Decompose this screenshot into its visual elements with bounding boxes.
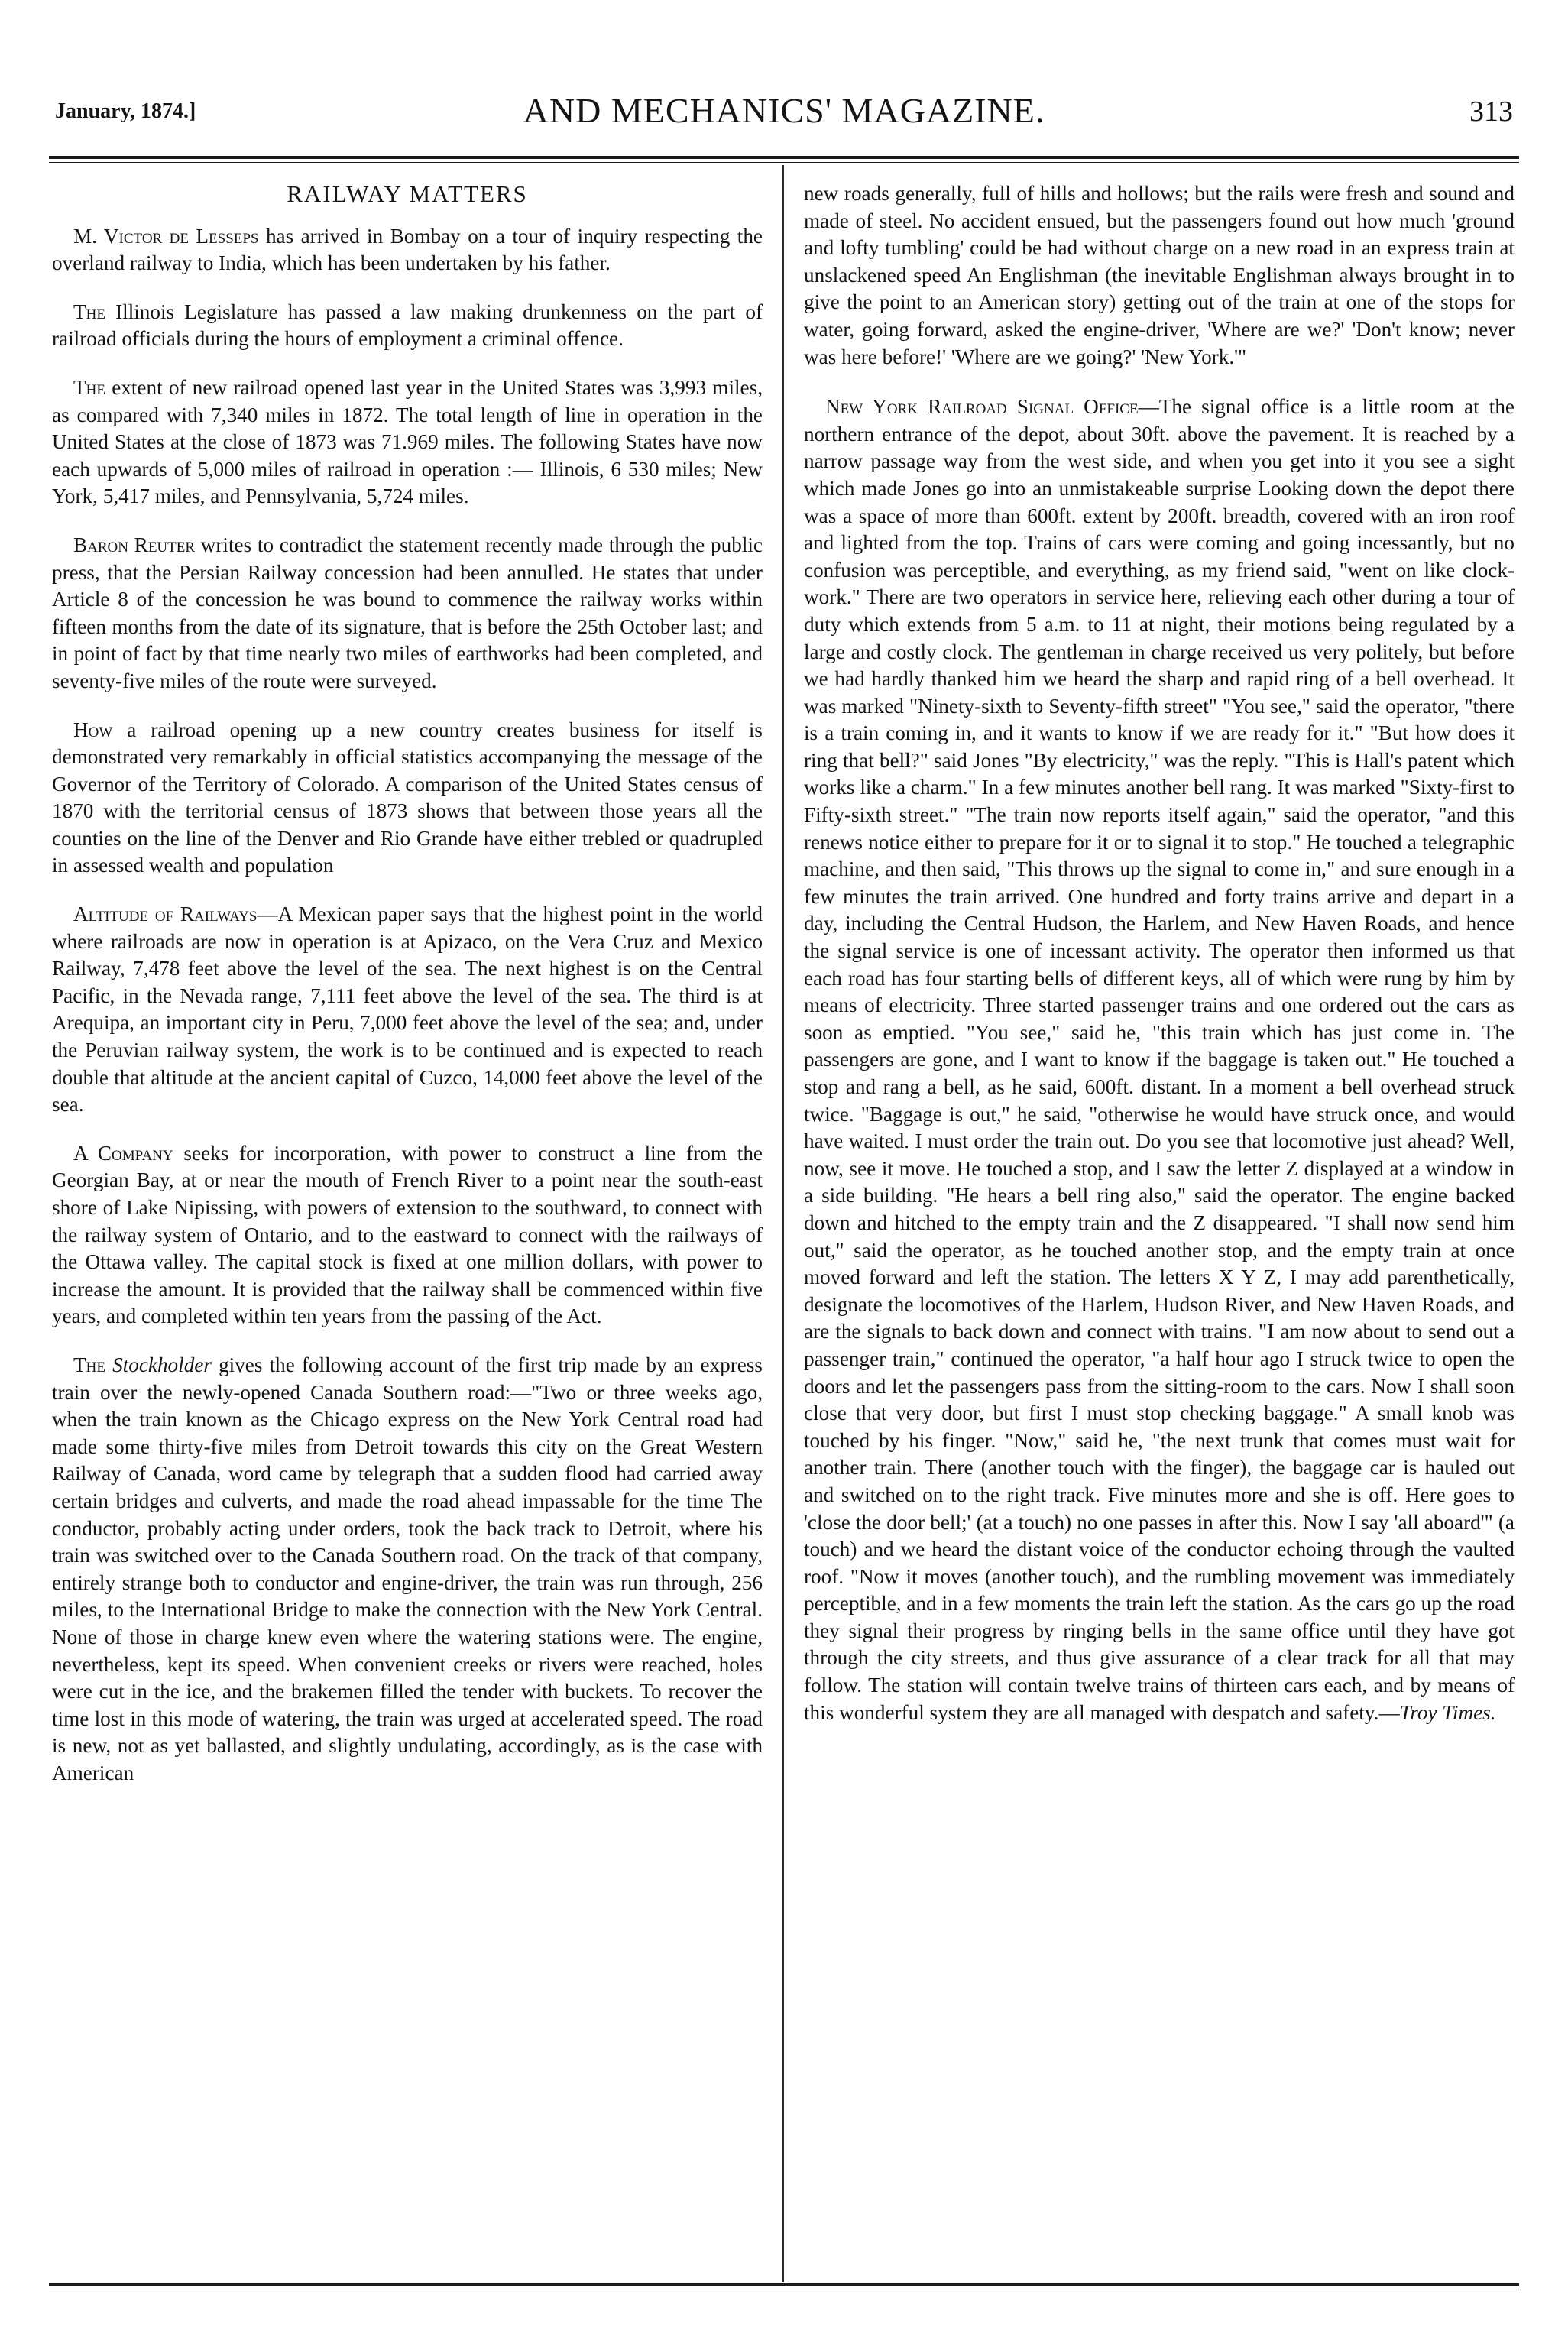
paragraph-lead: The (73, 300, 105, 323)
header-rule-thin (49, 162, 1519, 163)
paragraph-text: has arrived in Bombay on a tour of inquiry respecting the overland railway to India, which has been undertaken by his father. (52, 224, 763, 275)
paragraph-lead: New York Railroad Signal Office (825, 395, 1139, 419)
page-header (49, 90, 1519, 144)
left-column (52, 180, 763, 1808)
magazine-title: AND MECHANICS' MAGAZINE. (523, 91, 1045, 130)
paragraph-text: extent of new railroad opened last year in the United States was 3,993 miles, as compared with 7,340 miles in 1872. The total length of line in operation in the United States at the close of 1873 was 71.969 miles. The following States have now each upwards of 5,000 miles of railroad in operation :— Illinois, 6 530 miles; New York, 5,417 miles, and Pennsylvania, 5,724 miles. (52, 375, 763, 508)
article-paragraph (52, 223, 763, 277)
right-column (804, 180, 1515, 1748)
paragraph-lead: M. Victor de Lesseps (73, 224, 259, 248)
paragraph-text: gives the following account of the first trip made by an express train over the newly-opened Canada Southern road:—"Two or three weeks ago, when the train known as the Chicago express on the New York Central road had made some thirty-five miles from Detroit towards this city on the Great Western Railway of Canada, word came by telegraph that a sudden flood had carried away certain bridges and culverts, and made the road ahead impassable for the time The conductor, probably acting under orders, took the back track to Detroit, where his train was switched over to the Canada Southern road. On the track of that company, entirely strange both to conductor and engine-driver, the train was run through, 256 miles, to the International Bridge to make the connection with the New York Central. None of those in charge knew even where the watering stations were. The engine, nevertheless, kept its speed. When convenient creeks or rivers were reached, holes were cut in the ice, and the brakemen filled the tender with buckets. To recover the time lost in this mode of watering, the train was urged at accelerated speed. The road is new, not as yet ballasted, and slightly undulating, accordingly, as is the case with American (52, 1353, 763, 1784)
paragraph-lead: How (73, 718, 113, 741)
paragraph-lead: The (73, 1353, 105, 1376)
column-divider (782, 165, 784, 2282)
paragraph-lead: Baron Reuter (73, 533, 196, 556)
section-title: RAILWAY MATTERS (287, 180, 528, 207)
paragraph-text: writes to contradict the statement recently made through the public press, that the Persian Railway concession had been annulled. He states that under Article 8 of the concession he was bound to commence the railway works within fifteen months from the date of its signature, that is before the 25th October last; and in point of fact by that time nearly two miles of earthworks had been completed, and seventy-five miles of the route were surveyed. (52, 533, 763, 692)
paragraph-text: seeks for incorporation, with power to construct a line from the Georgian Bay, at or near the mouth of French River to a point near the south-east shore of Lake Nipissing, with powers of extension to the southward, to connect with the railway system of Ontario, and to the eastward to connect with the railways of the Ottawa valley. The capital stock is fixed at one million dollars, with power to increase the amount. It is provided that the railway shall be commenced within five years, and completed within ten years from the passing of the Act. (52, 1141, 763, 1328)
issue-date: January, 1874.] (55, 99, 196, 123)
publication-name: Stockholder (112, 1353, 212, 1376)
paragraph-text: —A Mexican paper says that the highest point in the world where railroads are now in operation is at Apizaco, on the Vera Cruz and Mexico Railway, 7,478 feet above the level of the sea. The next highest is on the Central Pacific, in the Nevada range, 7,111 feet above the level of the sea. The third is at Arequipa, an important city in Peru, 7,000 feet above the level of the sea; and, under the Peruvian railway system, the work is to be continued and is expected to reach double that altitude at the ancient capital of Cuzco, 14,000 feet above the level of the sea. (52, 903, 763, 1117)
article-paragraph-signal-office (804, 394, 1515, 1726)
footer-rule (49, 2283, 1519, 2286)
page-number: 313 (1469, 96, 1513, 128)
paragraph-lead: The (73, 375, 105, 399)
article-paragraph (52, 717, 763, 880)
paragraph-text: —The signal office is a little room at the northern entrance of the depot, about 30ft. above the pavement. It is reached by a narrow passage way from the west side, and when you get into it you see a sight which made Jones go into an unmistakeable surprise Looking down the depot there was a space of more than 600ft. extent by 200ft. breadth, covered with an iron roof and lighted from the top. Trains of cars were coming and going incessantly, but no confusion was perceptible, and everything, as my friend said, "went on like clock-work." There are two operators in service here, relieving each other during a tour of duty which extends from 5 a.m. to 11 at night, their motions being regulated by a large and costly clock. The gentleman in charge received us very politely, but before we had hardly thanked him we heard the sharp and rapid ring of a bell overhead. It was marked "Ninety-sixth to Seventy-fifth street" "You see," said the operator, "there is a train coming in, and it wants to know if we are ready for it." "But how does it ring that bell?" said Jones "By electricity," was the reply. "This is Hall's patent which works like a charm." In a few minutes another bell rang. It was marked "Sixty-first to Fifty-sixth street." "The train now reports itself again," said the operator, "and this renews notice either to prepare for it or to signal it to stop." He touched a telegraphic machine, and then said, "This throws up the signal to come in," and sure enough in a few minutes the train arrived. One hundred and forty trains arrive and depart in a day, including the Central Hudson, the Harlem, and New Haven Roads, and hence the signal service is one of incessant activity. The operator then informed us that each road has four starting bells of different keys, all of which were rung by him by means of electricity. Three started passenger trains and one ordered out the cars as soon as emptied. "You see," said he, "this train which has just come in. The passengers are gone, and I want to know if the baggage is taken out." He touched a stop and rang a bell, as he said, 600ft. distant. In a moment a bell overhead struck twice. "Baggage is out," he said, "otherwise he would have struck once, and would have waited. I must order the train out. Do you see that locomotive just ahead? Well, now, see it move. He touched a stop, and I saw the letter Z displayed at a window in a side building. "He hears a bell ring also," said the operator. The engine backed down and hitched to the empty train and the Z disappeared. "I shall now send him out," said the operator, as he touched another stop, and the empty train at once moved forward and left the station. The letters X Y Z, I may add parenthetically, designate the locomotives of the Harlem, Hudson River, and New Haven Roads, and are the signals to back down and connect with trains. "I am now about to send out a passenger train," continued the operator, "a half hour ago I struck twice to open the doors and let the passengers pass from the sitting-room to the cars. Now I shall soon close that very door, but first I must stop checking baggage." A small knob was touched by his finger. "Now," said he, "the next trunk that comes must wait for another train. There (another touch with the finger), the baggage car is hauled out and switched on to the right track. Five minutes more and she is off. Here goes to 'close the door bell;' (at a touch) no one passes in after this. Now I say 'all aboard'" (a touch) and we heard the distant voice of the conductor echoing through the vaulted roof. "Now it moves (another touch), and the rumbling movement was immediately perceptible, and in a few moments the train left the station. As the cars go up the road they signal their progress by ringing bells in the same office until they have got through the city streets, and thus give assurance of a clear track for all that may follow. The station will contain twelve trains of thirteen cars each, and by means of this wonderful system they are all managed with despatch and safety.— (804, 395, 1515, 1724)
paragraph-text: a railroad opening up a new country creates business for itself is demonstrated very remarkably in official statistics accompanying the message of the Governor of the Territory of Colorado. A comparison of the United States census of 1870 with the territorial census of 1873 shows that between those years all the counties on the line of the Denver and Rio Grande have either trebled or quadrupled in assessed wealth and population (52, 718, 763, 877)
article-paragraph-stockholder (52, 1352, 763, 1787)
article-paragraph (52, 901, 763, 1119)
article-paragraph (52, 1140, 763, 1330)
paragraph-lead: Altitude of Railways (73, 903, 258, 926)
source-credit: Troy Times. (1399, 1700, 1496, 1724)
article-paragraph (52, 532, 763, 695)
continued-paragraph: new roads generally, full of hills and hollows; but the rails were fresh and sound and made of steel. No accident ensued, but the passengers found out how much 'ground and lofty tumbling' could be had without charge on a new road in an express train at unslackened speed An Englishman (the inevitable Englishman always brought in to give the point to an American story) getting out of the train at one of the stops for water, going forward, asked the engine-driver, 'Where are we?' 'Don't know; never was here before!' 'Where are we going?' 'New York.'" (804, 182, 1515, 368)
paragraph-lead: A Company (73, 1141, 173, 1165)
article-paragraph (52, 374, 763, 510)
paragraph-text: Illinois Legislature has passed a law making drunkenness on the part of railroad officials during the hours of employment a criminal offence. (52, 300, 763, 351)
article-paragraph (52, 299, 763, 353)
header-rule (49, 156, 1519, 159)
